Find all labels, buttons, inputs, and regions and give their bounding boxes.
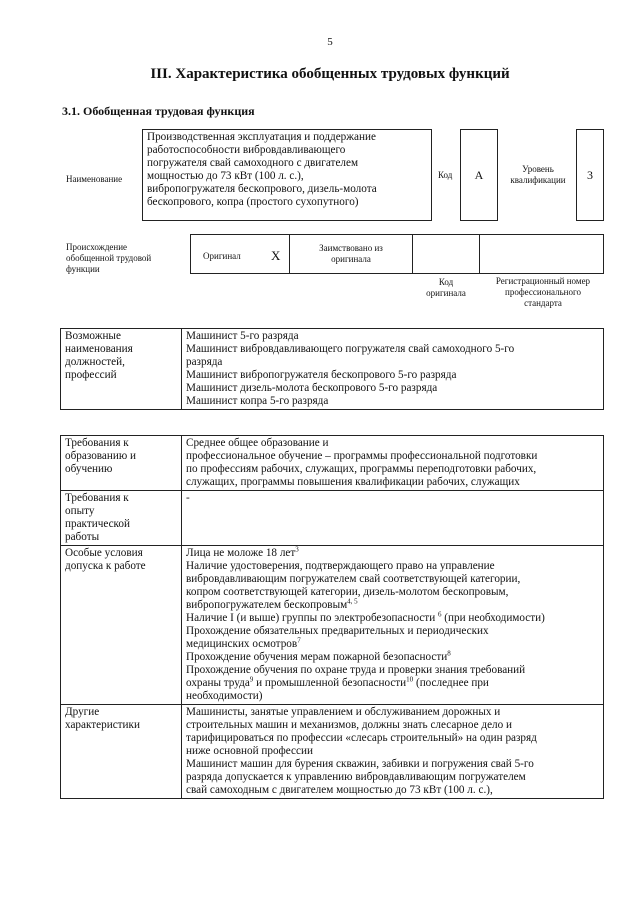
borrowed-label-line: Заимствовано из bbox=[319, 243, 383, 253]
other-line: тарифицироваться по профессии «слесарь строительный» на один разряд bbox=[186, 732, 537, 744]
label-line: опыту bbox=[65, 505, 95, 517]
code-value: А bbox=[474, 168, 484, 182]
label-line: Возможные bbox=[65, 330, 121, 342]
function-name-line: вибропогружателя бескопрового, дизель-молота bbox=[147, 183, 377, 195]
condition-line bbox=[186, 651, 599, 664]
position-line: Машинист 5-го разряда bbox=[186, 330, 299, 342]
label-line: Особые условия bbox=[65, 547, 143, 559]
education-line: Среднее общее образование и bbox=[186, 437, 329, 449]
position-line: Машинист вибровдавливающего погружателя свай самоходного 5-го bbox=[186, 343, 515, 355]
function-name-box bbox=[142, 129, 432, 221]
label-line: практической bbox=[65, 518, 130, 530]
origin-label-line: функции bbox=[66, 264, 100, 274]
reg-number-caption bbox=[480, 276, 606, 309]
origin-code-caption bbox=[412, 277, 480, 299]
code-label: Код bbox=[438, 170, 453, 180]
function-name-line: Производственная эксплуатация и поддержание bbox=[147, 131, 376, 143]
condition-line bbox=[186, 599, 599, 612]
function-name-line: бескопрового, копра (простого сухопутного) bbox=[147, 196, 359, 208]
level-label-line: квалификации bbox=[510, 175, 566, 185]
condition-line: Прохождение обязательных предварительных и периодических bbox=[186, 625, 489, 637]
experience-value-cell bbox=[182, 491, 604, 546]
condition-line bbox=[186, 547, 599, 560]
footnote-ref: 10 bbox=[406, 675, 414, 684]
table-row bbox=[61, 436, 604, 491]
page-number: 5 bbox=[327, 36, 333, 48]
function-name-line: погружателя свай самоходного с двигателем bbox=[147, 157, 359, 169]
label-line: профессий bbox=[65, 369, 117, 381]
table-row bbox=[61, 329, 604, 410]
other-label-cell bbox=[61, 705, 182, 799]
footnote-ref: 7 bbox=[297, 636, 301, 645]
label-line: допуска к работе bbox=[65, 560, 146, 572]
caption-line: оригинала bbox=[426, 288, 466, 298]
level-label bbox=[500, 164, 576, 186]
subsection-title: 3.1. Обобщенная трудовая функция bbox=[62, 104, 255, 118]
requirements-table bbox=[60, 435, 604, 799]
position-line: Машинист вибропогружателя бескопрового 5-го разряда bbox=[186, 369, 457, 381]
level-label-line: Уровень bbox=[522, 164, 554, 174]
origin-code-cell bbox=[412, 234, 480, 274]
conditions-label-cell bbox=[61, 546, 182, 705]
positions-label-cell bbox=[61, 329, 182, 410]
code-value-box bbox=[460, 129, 498, 221]
function-name-line: работоспособности вибровдавливающего bbox=[147, 144, 346, 156]
condition-text: (при необходимости) bbox=[444, 612, 545, 624]
table-row bbox=[61, 546, 604, 705]
condition-line: копром соответствующей категории, дизель-молотом бескопровым, bbox=[186, 586, 509, 598]
level-value-box bbox=[576, 129, 604, 221]
borrowed-label-line: оригинала bbox=[331, 254, 371, 264]
education-line: по профессиям рабочих, служащих, программы переподготовки рабочих, bbox=[186, 463, 537, 475]
label-line: работы bbox=[65, 531, 100, 543]
condition-line: необходимости) bbox=[186, 690, 263, 702]
condition-text: медицинских осмотров bbox=[186, 638, 298, 650]
condition-line: Наличие удостоверения, подтверждающего право на управление bbox=[186, 560, 495, 572]
caption-line: стандарта bbox=[524, 298, 562, 308]
origin-label-line: Происхождение bbox=[66, 242, 128, 252]
education-value-cell bbox=[182, 436, 604, 491]
positions-table bbox=[60, 328, 604, 410]
education-line: профессиональное обучение – программы профессиональной подготовки bbox=[186, 450, 538, 462]
footnote-ref: 3 bbox=[295, 545, 299, 554]
position-line: Машинист дизель-молота бескопрового 5-го разряда bbox=[186, 382, 438, 394]
level-value: 3 bbox=[587, 168, 593, 182]
condition-line: Прохождение обучения по охране труда и проверки знания требований bbox=[186, 664, 526, 676]
other-line: свай самоходным с двигателем мощностью до 73 кВт (100 л. с.), bbox=[186, 784, 493, 796]
other-line: ниже основной профессии bbox=[186, 745, 313, 757]
table-row bbox=[61, 705, 604, 799]
footnote-ref: 9 bbox=[249, 675, 254, 684]
condition-text: охраны труда bbox=[186, 677, 250, 689]
footnote-ref: 6 bbox=[437, 610, 442, 619]
original-cell bbox=[190, 234, 290, 274]
other-line: разряда допускается к управлению вибровдавливающим погружателем bbox=[186, 771, 526, 783]
function-name-line: мощностью до 73 кВт (100 л. с.), bbox=[147, 170, 304, 182]
caption-line: профессионального bbox=[505, 287, 581, 297]
condition-text: (последнее при bbox=[415, 677, 489, 689]
condition-text: Прохождение обучения мерам пожарной безопасности bbox=[186, 651, 448, 663]
label-line: Требования к bbox=[65, 492, 129, 504]
table-row bbox=[61, 491, 604, 546]
positions-value-cell bbox=[182, 329, 604, 410]
label-line: Другие bbox=[65, 706, 100, 718]
footnote-ref: 8 bbox=[447, 649, 451, 658]
section-title: III. Характеристика обобщенных трудовых функций bbox=[150, 66, 510, 82]
position-line: Машинист копра 5-го разряда bbox=[186, 395, 329, 407]
other-line: Машинисты, занятые управлением и обслуживанием дорожных и bbox=[186, 706, 501, 718]
conditions-value-cell bbox=[182, 546, 604, 705]
experience-label-cell bbox=[61, 491, 182, 546]
reg-number-cell bbox=[479, 234, 604, 274]
origin-table bbox=[190, 234, 604, 274]
condition-text: Наличие I (и выше) группы по электробезопасности bbox=[186, 612, 436, 624]
other-line: строительных машин и механизмов, должны знать слесарное дело и bbox=[186, 719, 513, 731]
condition-line bbox=[186, 638, 599, 651]
condition-text: и промышленной безопасности bbox=[256, 677, 407, 689]
label-line: должностей, bbox=[65, 356, 125, 368]
label-line: характеристики bbox=[65, 719, 140, 731]
condition-line bbox=[186, 612, 599, 625]
original-mark: X bbox=[271, 248, 281, 263]
condition-line bbox=[186, 677, 599, 690]
label-line: образованию и bbox=[65, 450, 137, 462]
name-label: Наименование bbox=[66, 174, 123, 184]
experience-value: - bbox=[186, 492, 190, 504]
label-line: обучению bbox=[65, 463, 113, 475]
other-line: Машинист машин для бурения скважин, забивки и погружения свай 5-го bbox=[186, 758, 534, 770]
origin-label bbox=[66, 242, 151, 275]
label-line: наименования bbox=[65, 343, 133, 355]
condition-text: Лица не моложе 18 лет bbox=[186, 547, 296, 559]
footnote-ref: 4, 5 bbox=[347, 597, 358, 606]
education-label-cell bbox=[61, 436, 182, 491]
condition-line: вибровдавливающим погружателем свай соответствующей категории, bbox=[186, 573, 521, 585]
label-line: Требования к bbox=[65, 437, 129, 449]
condition-text: вибропогружателем бескопровым bbox=[186, 599, 348, 611]
origin-label-line: обобщенной трудовой bbox=[66, 253, 152, 263]
original-label: Оригинал bbox=[203, 251, 241, 261]
caption-line: Код bbox=[438, 277, 454, 287]
other-value-cell bbox=[182, 705, 604, 799]
caption-line: Регистрационный номер bbox=[495, 276, 591, 286]
position-line: разряда bbox=[186, 356, 223, 368]
borrowed-cell bbox=[289, 234, 413, 274]
education-line: служащих, программы повышения квалификации рабочих, служащих bbox=[186, 476, 520, 488]
